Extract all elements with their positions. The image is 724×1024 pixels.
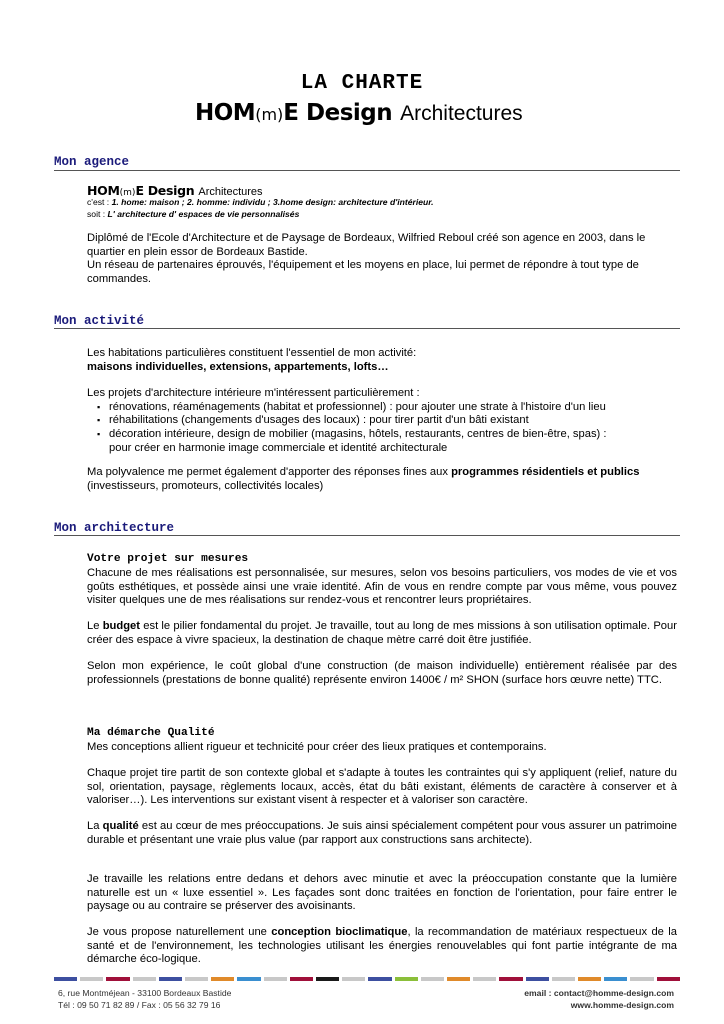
activite-polyvalence: Ma polyvalence me permet également d'apporter des réponses fines aux programmes résidentiels et publics (investisseurs, promoteurs, collectivités locales): [87, 466, 640, 492]
activite-intro: Les habitations particulières constituent l'essentiel de mon activité: maisons individuelles, extensions, appartements, lofts…: [87, 347, 417, 373]
color-bar-segment: [552, 977, 575, 981]
color-bar-segment: [185, 977, 208, 981]
activite-projects: Les projets d'architecture intérieure m'intéressent particulièrement : ▪ rénovations, réaménagements (habitat et professionnel) : pour ajouter une strate à l'histoire d'un lieu ▪ réhabilitations (changements d'usages des locaux) : pour tirer partit d'un bâti existant ▪ décoration intérieure, design de mobilier (magasins, hôtels, restaurants, centres de bien-être, spas) : pour créer en harmonie image commerciale et identité architecturale: [87, 387, 677, 456]
footer-email-link[interactable]: email : contact@homme-design.com: [524, 988, 674, 998]
list-item: ▪ réhabilitations (changements d'usages des locaux) : pour tirer partit d'un bâti existant: [97, 414, 677, 428]
footer-address: 6, rue Montméjean - 33100 Bordeaux Bastide Tél : 09 50 71 82 89 / Fax : 05 56 32 79 16: [58, 988, 232, 1010]
brand-logo: HOM(m)E Design Architectures: [195, 100, 523, 126]
qualite-paragraph-4: Je travaille les relations entre dedans et dehors avec minutie et avec la préoccupation constante que la lumière naturelle est un « luxe essentiel ». Les façades sont donc traitées en fonction de l'orientation, pour faire entrer le paysage ou au contraire se préserver des avoisinants.: [87, 873, 677, 913]
footer-website-link[interactable]: www.homme-design.com: [570, 1000, 674, 1010]
projet-paragraph-1: Chacune de mes réalisations est personnalisée, sur mesures, selon vos besoins particuliers, vos modes de vie et vos goûts esthétiques, et possède ainsi une vraie identité. Afin de vous en rendre compte par vous même, vous pouvez visiter quelques une de mes réalisations sur rendez-vous et rencontrer leurs propriétaires.: [87, 567, 677, 607]
color-bar-segment: [421, 977, 444, 981]
color-bar-segment: [80, 977, 103, 981]
qualite-paragraph-1: Mes conceptions allient rigueur et technicité pour créer des lieux pratiques et contemporains.: [87, 741, 547, 753]
color-bar-segment: [368, 977, 391, 981]
qualite-paragraph-2: Chaque projet tire partit de son contexte global et s'adapte à toutes les contraintes qui s'y appliquent (relief, nature du sol, orientation, paysage, règlements locaux, accès, état du bâti existant, éléments de caractère à conserver et à valoriser…). Les interventions sur existant visent à respecter et à valoriser son caractère.: [87, 767, 677, 807]
section-divider: [54, 535, 680, 536]
footer-color-bar: [54, 977, 680, 981]
section-divider: [54, 328, 680, 329]
color-bar-segment: [499, 977, 522, 981]
color-bar-segment: [54, 977, 77, 981]
color-bar-segment: [447, 977, 470, 981]
color-bar-segment: [526, 977, 549, 981]
subheading-qualite: Ma démarche Qualité: [87, 727, 215, 739]
brand-logo-small: HOM(m)E Design Architectures: [87, 183, 263, 198]
color-bar-segment: [211, 977, 234, 981]
agence-definition: c'est : 1. home: maison ; 2. homme: individu ; 3.home design: architecture d'intérieur. soit : L' architecture d' espaces de vie personnalisés: [87, 197, 434, 219]
color-bar-segment: [237, 977, 260, 981]
section-heading-activite: Mon activité: [54, 314, 145, 328]
qualite-paragraph-5: Je vous propose naturellement une conception bioclimatique, la recommandation de matériaux respectueux de la santé et de l'environnement, les technologies utilisant les énergies renouvelables qui font partie intégrante de ma démarche éco-logique.: [87, 926, 677, 966]
color-bar-segment: [342, 977, 365, 981]
list-item: ▪ décoration intérieure, design de mobilier (magasins, hôtels, restaurants, centres de bien-être, spas) :: [97, 428, 677, 442]
list-item: ▪ rénovations, réaménagements (habitat et professionnel) : pour ajouter une strate à l'histoire d'un lieu: [97, 401, 677, 415]
agence-paragraph: Diplômé de l'Ecole d'Architecture et de Paysage de Bordeaux, Wilfried Reboul créé son agence en 2003, dans le quartier en plein essor de Bordeaux Bastide. Un réseau de partenaires éprouvés, l'équipement et les moyens en place, lui permet de répondre à tout type de commandes.: [87, 232, 646, 286]
footer-contact: [524, 987, 674, 1011]
subheading-projet: Votre projet sur mesures: [87, 553, 249, 565]
section-heading-architecture: Mon architecture: [54, 521, 175, 535]
color-bar-segment: [473, 977, 496, 981]
color-bar-segment: [133, 977, 156, 981]
color-bar-segment: [316, 977, 339, 981]
color-bar-segment: [290, 977, 313, 981]
section-heading-agence: Mon agence: [54, 155, 130, 169]
projet-paragraph-2: Le budget est le pilier fondamental du projet. Je travaille, tout au long de mes missions à son utilisation optimale. Pour créer des espace à vivre spacieux, la destination de chaque mètre carré doit être justifiée.: [87, 620, 677, 646]
color-bar-segment: [106, 977, 129, 981]
color-bar-segment: [264, 977, 287, 981]
section-divider: [54, 170, 680, 171]
projet-paragraph-3: Selon mon expérience, le coût global d'une construction (de maison individuelle) entièrement réalisée par des professionnels (prestations de bonne qualité) représente environ 1400€ / m² SHON (surface hors œuvre nette) TTC.: [87, 660, 677, 686]
page-title: LA CHARTE: [300, 72, 424, 95]
qualite-paragraph-3: La qualité est au cœur de mes préoccupations. Je suis ainsi spécialement compétent pour vous assurer un patrimoine durable et présentant une vraie plus value (par rapport aux constructions sans architecte).: [87, 820, 677, 846]
color-bar-segment: [630, 977, 653, 981]
color-bar-segment: [395, 977, 418, 981]
color-bar-segment: [159, 977, 182, 981]
color-bar-segment: [657, 977, 680, 981]
color-bar-segment: [604, 977, 627, 981]
color-bar-segment: [578, 977, 601, 981]
